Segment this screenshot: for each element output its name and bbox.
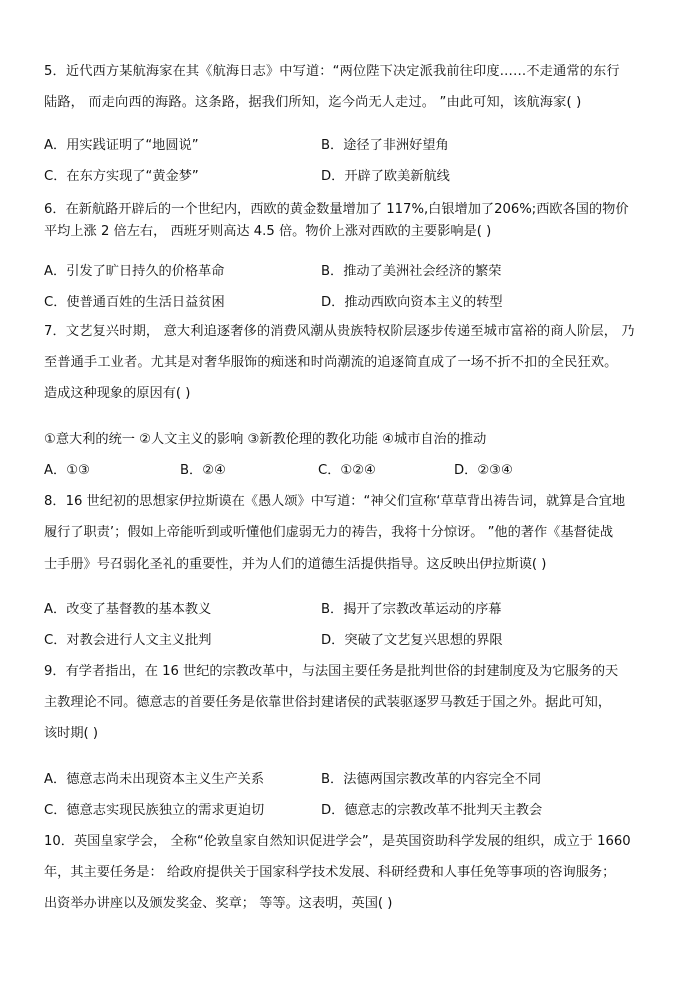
option-c[interactable]: C．使普通百姓的生活日益贫困 [44, 295, 225, 310]
question-stem-line: 履行了职责’；假如上帝能听到或听懂他们虚弱无力的祷告，我将十分惊讶。 ”他的著作《基督徒战 [44, 525, 614, 540]
option-d[interactable]: D．②③④ [454, 463, 513, 478]
question-stem-line: 6．在新航路开辟后的一个世纪内，西欧的黄金数量增加了 117%,白银增加了206%;西欧各国的物价 [44, 202, 629, 217]
question-stem-line: 8．16 世纪初的思想家伊拉斯谟在《愚人颂》中写道：“神父们宣称‘草草背出祷告词，就算是合宜地 [44, 494, 626, 509]
option-b[interactable]: B．途径了非洲好望角 [321, 138, 449, 153]
option-a[interactable]: A．德意志尚未出现资本主义生产关系 [44, 772, 265, 787]
option-a[interactable]: A．改变了基督教的基本教义 [44, 602, 212, 617]
option-a[interactable]: A．引发了旷日持久的价格革命 [44, 264, 225, 279]
question-stem-line: 10．英国皇家学会， 全称“伦敦皇家自然知识促进学会”，是英国资助科学发展的组织，成立于 1660 [44, 834, 631, 849]
option-a[interactable]: A．①③ [44, 463, 90, 478]
question-stem-line: 士手册》号召弱化圣礼的重要性，并为人们的道德生活提供指导。这反映出伊拉斯谟( ) [44, 557, 547, 572]
option-d[interactable]: D．德意志的宗教改革不批判天主教会 [321, 803, 543, 818]
question-stem-line: 平均上涨 2 倍左右， 西班牙则高达 4.5 倍。物价上涨对西欧的主要影响是( ) [44, 224, 492, 239]
question-stem-line: 该时期( ) [44, 726, 99, 741]
option-d[interactable]: D．推动西欧向资本主义的转型 [321, 295, 503, 310]
question-stem-line: 7．文艺复兴时期， 意大利追逐奢侈的消费风潮从贵族特权阶层逐步传递至城市富裕的商人阶层， 乃 [44, 324, 635, 339]
option-c[interactable]: C．在东方实现了“黄金梦” [44, 169, 199, 184]
question-stem-line: 9．有学者指出，在 16 世纪的宗教改革中，与法国主要任务是批判世俗的封建制度及为它服务的天 [44, 664, 619, 679]
option-b[interactable]: B．法德两国宗教改革的内容完全不同 [321, 772, 542, 787]
question-stem-line: 年，其主要任务是： 给政府提供关于国家科学技术发展、科研经费和人事任免等事项的咨询服务； [44, 865, 616, 880]
question-stem-line: 陆路， 而走向西的海路。这条路，据我们所知，迄今尚无人走过。 ”由此可知，该航海家( ) [44, 95, 582, 110]
option-c[interactable]: C．德意志实现民族独立的需求更迫切 [44, 803, 265, 818]
option-a[interactable]: A．用实践证明了“地圆说” [44, 138, 199, 153]
option-d[interactable]: D．突破了文艺复兴思想的界限 [321, 633, 503, 648]
option-b[interactable]: B．②④ [180, 463, 226, 478]
option-d[interactable]: D．开辟了欧美新航线 [321, 169, 450, 184]
option-b[interactable]: B．推动了美洲社会经济的繁荣 [321, 264, 502, 279]
option-b[interactable]: B．揭开了宗教改革运动的序幕 [321, 602, 502, 617]
question-items: ①意大利的统一 ②人文主义的影响 ③新教伦理的教化功能 ④城市自治的推动 [44, 432, 487, 447]
option-c[interactable]: C．①②④ [318, 463, 376, 478]
question-stem-line: 5．近代西方某航海家在其《航海日志》中写道：“两位陛下决定派我前往印度……不走通常的东行 [44, 64, 620, 79]
question-stem-line: 至普通手工业者。尤其是对奢华服饰的痴迷和时尚潮流的追逐简直成了一场不折不扣的全民狂欢。 [44, 355, 618, 370]
question-stem-line: 主教理论不同。德意志的首要任务是依靠世俗封建诸侯的武装驱逐罗马教廷于国之外。据此可知， [44, 695, 612, 710]
question-stem-line: 造成这种现象的原因有( ) [44, 386, 191, 401]
question-stem-line: 出资举办讲座以及颁发奖金、奖章； 等等。这表明，英国( ) [44, 896, 393, 911]
option-c[interactable]: C．对教会进行人文主义批判 [44, 633, 212, 648]
